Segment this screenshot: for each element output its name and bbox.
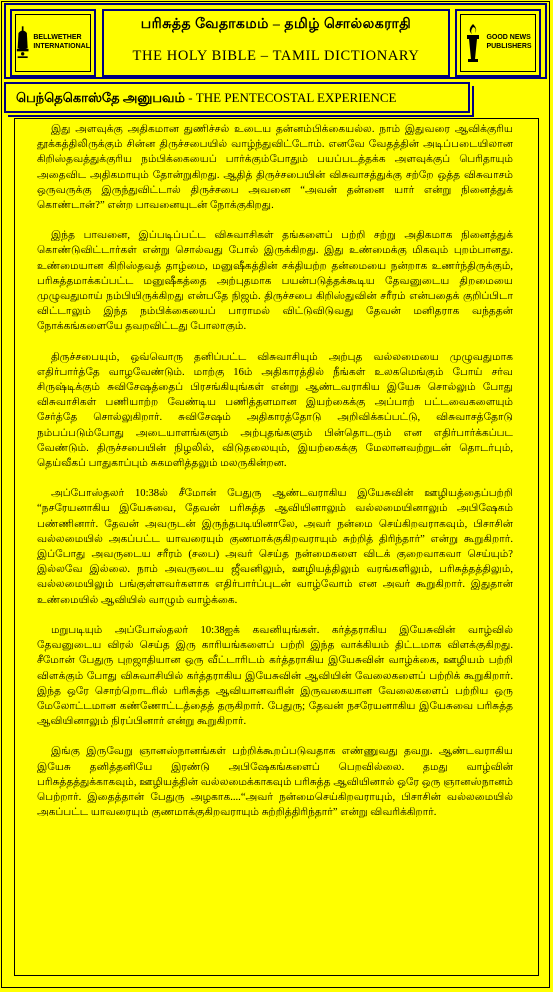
paragraph-6: இங்கு இருவேறு ஞானஸ்நானங்கள் பற்றிக்கூறப்படுவதாக எண்ணுவது தவறு. ஆண்டவராகிய இயேசு தனித்தனியே இரண்டு அபிஷேகங்களைப் பெறவில்லை. தமது வாழ்வின் பரிசுத்தத்துக்காகவும், ஊழியத்தின் வல்லமைக்காகவும் பரிசுத்த ஆவியினால் ஒரே ஒரு ஞானஸ்நானம் பெற்றார். இதைத்தான் பேதுரு அழகாக....“அவர் நன்மைசெய்கிறவராயும், பிசாசின் வல்லமையில் அகப்பட்ட யாவரையும் குணமாக்குகிறவராயும் சுற்றித்திரிந்தார்” என்று விவரிக்கிறார்.	[37, 746, 513, 819]
title-english: THE HOLY BIBLE – TAMIL DICTIONARY	[132, 48, 420, 64]
logo-right-line-1: GOOD NEWS	[486, 34, 531, 42]
logo-right-line-2: PUBLISHERS	[486, 43, 532, 50]
title-tamil: பரிசுத்த வேதாகமம் – தமிழ் சொல்லகராதி	[140, 17, 412, 32]
paragraph-1: இது அளவுக்கு அதிகமான துணிச்சல் உடைய தன்னம்பிக்கையல்ல. நாம் இதுவரை ஆவிக்குரிய தூக்கத்திலிருக்கும் சின்ன திருச்சபையில் வாழ்ந்துவிட்டோம். எனவே வேதத்தின் அடிப்படையிலான கிறிஸ்தவத்துக்குரிய நம்பிக்கையைப் பார்க்கும்போதும் பயப்படத்தக்க அளவுக்குப் பெரிதாயும் அதைவிட அதிகமாயும் தோன்றுகிறது. ஆதித் திருச்சபையின் விசுவாசத்துக்கு சற்றே ஒத்த விசுவாசம் ஒருவருக்கு இருந்துவிட்டால் திருச்சபை அவனை “அவன் தன்னை யார் என்று நினைத்துக் கொண்டான்?” என்ற பாவனையுடன் நோக்குகிறது.	[37, 124, 513, 212]
section-title	[16, 90, 397, 107]
logo-left-line-2: INTERNATIONAL	[33, 43, 90, 50]
logo-left-line-1: BELLWETHER	[33, 34, 82, 42]
paragraph-2: இந்த பாவனை, இப்படிப்பட்ட விசுவாசிகள் தங்களைப் பற்றி சற்று அதிகமாக நினைத்துக் கொண்டுவிட்டார்கள் என்று சொல்வது போல் இருக்கிறது. இது உண்மைக்கு மிகவும் புறம்பானது. உண்மையான கிறிஸ்தவத் தாழ்மை, மனுஷீகத்தின் சக்தியற்ற தன்மையை நன்றாக உணர்ந்திருக்கும், பரிசுத்தமாக்கப்பட்ட மனுஷீகத்தை அற்புதமாக பயன்படுத்தக்கூடிய தேவனுடைய திறமையை முழுவதுமாய் நம்பியிருக்கிறது என்பதே நிஜம். திருச்சபை கிறிஸ்துவின் சரீரம் என்பதைக் குறிப்பிடா விட்டாலும் இந்த நம்பிக்கையைப் பாராமல் விட்டுவிடுவது தேவன் மனிதராக வந்ததன் நோக்கங்களையே தவறவிட்டது போலாகும்.	[37, 230, 513, 333]
section-title-tamil: பெந்தெகொஸ்தே அனுபவம்	[16, 90, 185, 105]
paragraph-4: அப்போஸ்தலர் 10:38ல் சீமோன் பேதுரு ஆண்டவராகிய இயேசுவின் ஊழியத்தைப்பற்றி “நசரேயனாகிய இயேசுவை, தேவன் பரிசுத்த ஆவியினாலும் வல்லமையினாலும் அபிஷேகம் பண்ணினார். தேவன் அவருடன் இருந்தபடியினாலே, அவர் நன்மை செய்கிறவராகவும், பிசாசின் வல்லமையில் அகப்பட்ட யாவரையும் குணமாக்குகிறவராயும் சுற்றித் திரிந்தார்” என்று கூறுகிறார். இப்போது அவருடைய சரீரம் (சபை) அவர் செய்த நன்மைகளை விடக் குறைவாகவா செய்யும்? இல்லவே இல்லை. நாம் அவருடைய ஜீவனிலும், ஊழியத்திலும் வரங்களிலும், பரிசுத்தத்திலும், வல்லமையிலும் பங்குள்ளவர்களாக எதிர்பார்ப்புடன் வாழ்வோம் என அவர் கூறுகிறார். இதுதான் உண்மையில் ஆவியில் வாழும் வாழ்க்கை.	[37, 488, 513, 606]
bellwether-logo[interactable]	[10, 9, 96, 77]
page-header	[4, 3, 547, 79]
paragraph-3: திருச்சபையும், ஒவ்வொரு தனிப்பட்ட விசுவாசியும் அற்புத வல்லமையை முழுவதுமாக எதிர்பார்த்தே வாழவேண்டும். மாற்கு 16ம் அதிகாரத்தில் நீங்கள் உலகமெங்கும் போய் சர்வ சிருஷ்டிக்கும் சுவிசேஷத்தைப் பிரசங்கியுங்கள் என்று ஆண்டவராகிய இயேசு சொல்லும் போது விசுவாசிகள் பணியாற்ற வேண்டிய பணித்தளமான இயற்கைக்கு அப்பாற் பட்டவைகளையும் சேர்த்தே சொல்லுகிறார். சுவிசேஷம் அதிகாரத்தோடு அறிவிக்கப்பட்டு, விசுவாசத்தோடு நம்பப்படும்போது அடையாளங்களும் அற்புதங்களும் பின்தொடரும் என எதிர்பார்க்கப்பட வேண்டும். திருச்சபையின் நிழலில், விடுதலையும், இயற்கைக்கு மேலானவற்றுடன் தொடர்பும், தெய்வீகப் பாதுகாப்பும் சுகமளித்தலும் மலருகின்றன.	[37, 351, 513, 470]
paragraph-5: மறுபடியும் அப்போஸ்தலர் 10:38ஐக் கவனியுங்கள். கர்த்தராகிய இயேசுவின் வாழ்வில் தேவனுடைய விரல் செய்த இரு காரியங்களைப் பற்றி இந்த வாக்கியம் திட்டமாக விளக்குகிறது. சீமோன் பேதுரு புறஜாதியான ஒரு வீட்டாரிடம் கர்த்தராகிய இயேசுவின் வாழ்க்கை, ஊழியம் பற்றி விளக்கும் போது விசுவாசியில் கர்த்தராகிய இயேசுவின் ஆவியின் வேலைகளைப் பற்றிக் கூறுகிறார். இந்த ஒரே சொற்றொடரில் பரிசுத்த ஆவியானவரின் இருவகையான வேலைகளைப் பற்றிய ஒரு மேலோட்டமான கண்ணோட்டத்தைத் தருகிறார். பேதுரு; தேவன் நசரேயனாகிய இயேசுவை பரிசுத்த ஆவியினாலும் நிரப்பினார் என்று கூறுகிறார்.	[37, 624, 513, 728]
title-box	[102, 9, 450, 77]
good-news-logo[interactable]	[455, 9, 541, 77]
section-title-box	[4, 82, 470, 113]
article-body	[37, 122, 513, 835]
section-title-english: - THE PENTECOSTAL EXPERIENCE	[184, 90, 397, 105]
torch-icon	[464, 23, 482, 63]
bell-icon	[16, 23, 29, 63]
